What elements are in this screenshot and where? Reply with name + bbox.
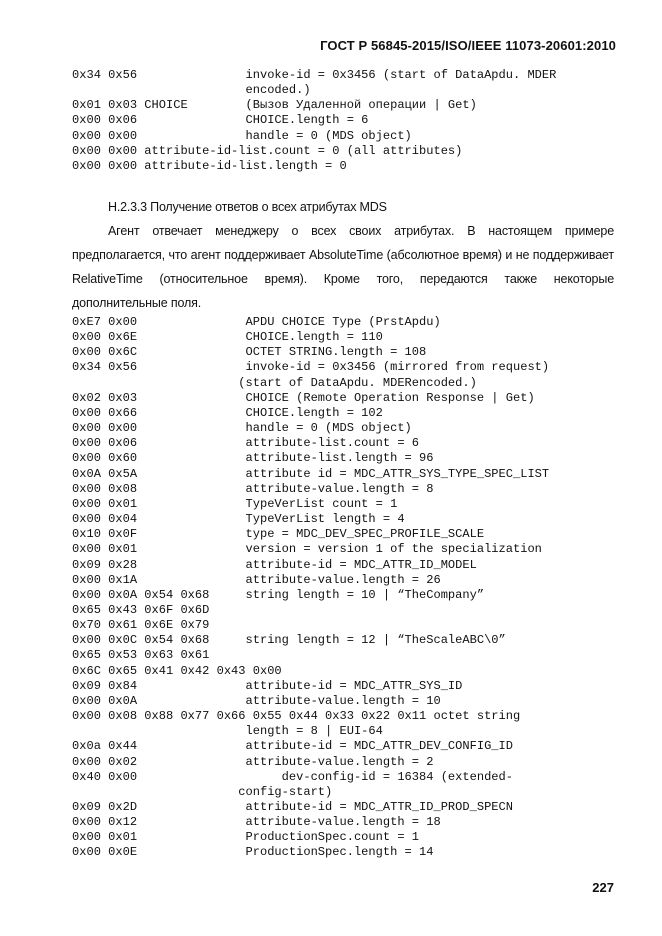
code-line: 0x00 0x06 CHOICE.length = 6: [72, 113, 369, 128]
code-line: 0x40 0x00 dev-config-id = 16384 (extended-: [72, 769, 513, 784]
code-line: 0x00 0x00 handle = 0 (MDS object): [72, 128, 412, 143]
code-line: 0x09 0x2D attribute-id = MDC_ATTR_ID_PROD_SPECN: [72, 800, 513, 814]
code-line: 0x10 0x0F type = MDC_DEV_SPEC_PROFILE_SCALE: [72, 527, 485, 542]
code-line: 0x70 0x61 0x6E 0x79: [72, 618, 210, 633]
code-line: 0x00 0x6C OCTET STRING.length = 108: [72, 345, 427, 360]
code-line: 0x00 0x0A 0x54 0x68 string length = 10 | “TheCompany”: [72, 587, 485, 602]
code-line: 0x09 0x28 attribute-id = MDC_ATTR_ID_MODEL: [72, 557, 477, 572]
code-line: 0x00 0x08 attribute-value.length = 8: [72, 481, 434, 496]
code-line: 0x00 0x02 attribute-value.length = 2: [72, 754, 434, 769]
code-line: 0x01 0x03 CHOICE (Вызов Удаленной операции | Get): [72, 98, 477, 113]
code-line: 0xE7 0x00 APDU CHOICE Type (PrstApdu): [72, 315, 441, 329]
code-line: 0x00 0x06 attribute-list.count = 6: [72, 436, 420, 451]
code-line: 0x00 0x00 attribute-id-list.count = 0 (all attributes): [72, 143, 463, 158]
code-line: length = 8 | EUI-64: [72, 724, 383, 739]
code-line: 0x34 0x56 invoke-id = 0x3456 (mirrored from request): [72, 360, 550, 375]
code-line: 0x00 0x08 0x88 0x77 0x66 0x55 0x44 0x33 0x22 0x11 octet string: [72, 709, 521, 724]
code-line: 0x00 0x0E ProductionSpec.length = 14: [72, 845, 434, 860]
section-paragraph: Агент отвечает менеджеру о всех своих атрибутах. В настоящем примере предполагается, что агент поддерживает AbsoluteTime (абсолютное время) и не поддерживает RelativeTime (относительное время). Кроме того, передаются также некоторые дополнительные поля.: [72, 224, 614, 310]
code-line: 0x34 0x56 invoke-id = 0x3456 (start of DataApdu. MDER: [72, 68, 557, 82]
code-line: 0x00 0x1A attribute-value.length = 26: [72, 572, 441, 587]
code-line: 0x00 0x6E CHOICE.length = 110: [72, 330, 383, 345]
code-line: 0x00 0x0A attribute-value.length = 10: [72, 693, 441, 708]
code-line: 0x00 0x12 attribute-value.length = 18: [72, 815, 441, 830]
code-line: encoded.): [72, 83, 311, 98]
code-line: 0x09 0x84 attribute-id = MDC_ATTR_SYS_ID: [72, 678, 463, 693]
code-line: 0x02 0x03 CHOICE (Remote Operation Response | Get): [72, 390, 535, 405]
code-line: 0x00 0x0C 0x54 0x68 string length = 12 | “TheScaleABC\0”: [72, 633, 506, 648]
code-line: 0x00 0x01 ProductionSpec.count = 1: [72, 830, 420, 845]
page-number: 227: [592, 880, 614, 895]
code-line: 0x6C 0x65 0x41 0x42 0x43 0x00: [72, 663, 282, 678]
code-line: 0x00 0x00 attribute-id-list.length = 0: [72, 158, 347, 173]
code-line: 0x65 0x53 0x63 0x61: [72, 648, 210, 663]
code-line: 0x65 0x43 0x6F 0x6D: [72, 602, 210, 617]
code-line: 0x00 0x01 TypeVerList count = 1: [72, 496, 398, 511]
code-line: 0x0A 0x5A attribute id = MDC_ATTR_SYS_TYPE_SPEC_LIST: [72, 466, 550, 481]
code-block-response: [72, 315, 549, 861]
code-line: (start of DataApdu. MDERencoded.): [72, 375, 477, 390]
code-line: 0x00 0x60 attribute-list.length = 96: [72, 451, 434, 466]
code-block-request: [72, 68, 556, 174]
code-line: 0x00 0x00 handle = 0 (MDS object): [72, 421, 412, 436]
section-heading: H.2.3.3 Получение ответов о всех атрибутах MDS: [108, 200, 387, 214]
code-line: config-start): [72, 784, 333, 799]
code-line: 0x0a 0x44 attribute-id = MDC_ATTR_DEV_CONFIG_ID: [72, 739, 513, 754]
code-line: 0x00 0x01 version = version 1 of the specialization: [72, 542, 542, 557]
code-line: 0x00 0x04 TypeVerList length = 4: [72, 512, 405, 527]
document-header: ГОСТ Р 56845-2015/ISO/IEEE 11073-20601:2010: [320, 38, 616, 53]
code-line: 0x00 0x66 CHOICE.length = 102: [72, 405, 383, 420]
